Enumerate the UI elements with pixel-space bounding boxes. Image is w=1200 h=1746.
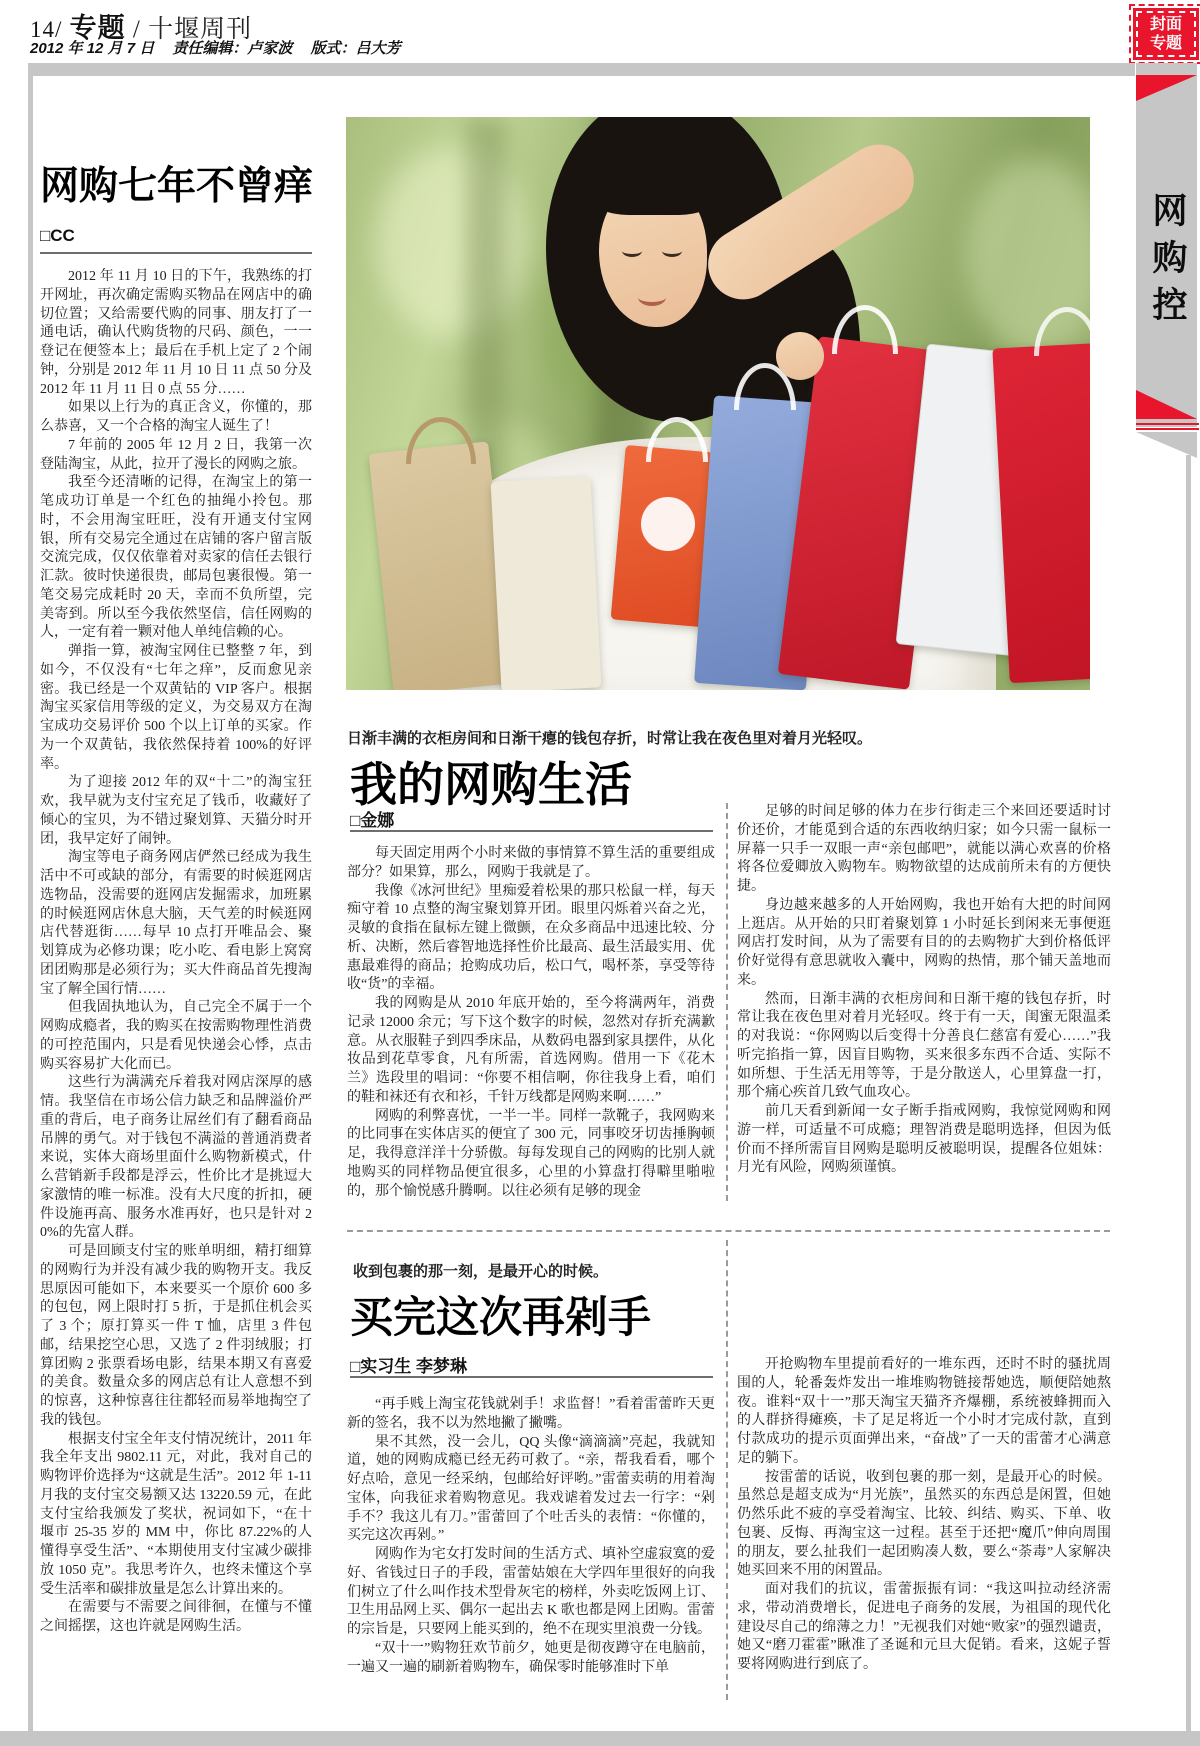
- article2-byline-rule: [350, 830, 713, 832]
- shopping-bag-cream: [491, 477, 602, 690]
- article2-column-1: [347, 845, 715, 1232]
- paragraph: 我的网购是从 2010 年底开始的，至今将满两年，消费记录 12000 余元；写下这个数字的时候，忽然对存折充满歉意。从衣服鞋子到四季床品，从数码电器到家具摆件，从化妆品到花草零食，凡有所需，首选网购。借用一下《花木兰》选段里的唱词：“你要不相信啊，你往我身上看，咱们的鞋和袜还有衣和衫，千针万线都是网购来啊……”: [347, 996, 715, 1105]
- frame-right-thin-bar: [1186, 455, 1191, 1731]
- article-section-divider: [347, 1230, 1110, 1232]
- layout-credit: 版式：吕大芳: [310, 40, 401, 57]
- vertical-topic-title: 网购控: [1148, 192, 1187, 333]
- shopping-bag-red-right: [992, 342, 1090, 683]
- photo-woman-eye: [662, 245, 682, 257]
- section-name: 专题: [69, 13, 126, 43]
- paragraph: 弹指一算，被淘宝网住已整整 7 年，到如今，不仅没有“七年之痒”，反而愈见亲密。我已经是一个双黄钻的 VIP 客户。根据淘宝买家信用等级的定义，为交易双方在淘宝成功交易评价 500 个以上订单的买家。作为一个双黄钻，我依然保持着 100%的好评率。: [40, 644, 312, 772]
- photo-woman-smile: [638, 289, 666, 306]
- orange-bag-logo-circle: [641, 497, 695, 551]
- shopping-bag-tan: [369, 441, 514, 690]
- article3-column-2: [737, 1356, 1111, 1714]
- shopping-woman-photo: [346, 117, 1090, 690]
- paragraph: 可是回顾支付宝的账单明细，精打细算的网购行为并没有减少我的购物开支。我反思原因可能如下，本来要买一个原价 600 多的包包，网上限时打 5 折，于是抓住机会买了 3 个；原打算买一件 T 恤，店里 3 件包邮，结果挖空心思，又选了 2 件羽绒服；打算团购 2 张票看场电影，结果本期又有喜爱的美食。数量众多的网店总有让人意想不到的惊喜，这种惊喜往往都轻而易举地掏空了我的钱包。: [40, 1244, 312, 1428]
- paragraph: “再手贱上淘宝花钱就剁手！求监督！”看着雷蕾昨天更新的签名，我不以为然地撇了撇嘴。: [347, 1397, 715, 1431]
- paragraph: 果不其然，没一会儿，QQ 头像“滴滴滴”亮起，我就知道，她的网购成瘾已经无药可救了。“亲，帮我看看，哪个好点哈，意见一经采纳，包邮给好评哟。”雷蕾卖萌的用着淘宝体，向我征求着购物意见。我戏谑着发过去一行字：“剁手不？我这儿有刀。”雷蕾回了个吐舌头的表情：“你懂的，买完这次再剁。”: [347, 1434, 715, 1544]
- stamp-line-2: 专题: [1149, 35, 1182, 52]
- ribbon-red-line: [1136, 428, 1199, 430]
- paragraph: 但我固执地认为，自己完全不属于一个网购成瘾者，我的购买在按需购物理性消费的可控范围内，只是看见快递会心悸，点击购买容易扩大化而已。: [40, 1000, 312, 1072]
- article2-headline: 我的网购生活: [350, 760, 632, 812]
- ribbon-red-line: [1136, 423, 1199, 425]
- paragraph: 足够的时间足够的体力在步行街走三个来回还要适时讨价还价，才能觅到合适的东西收纳归家；如今只需一鼠标一屏幕一只手一双眼一声“亲包邮吧”，就能以满心欢喜的价格将各位爱卿放入购物车。购物欲望的达成前所未有的方便快捷。: [737, 804, 1111, 894]
- photo-woman-eye: [622, 245, 642, 257]
- publication-name: / 十堰周刊: [132, 16, 253, 43]
- paragraph: 在需要与不需要之间徘徊，在懂与不懂之间摇摆，这也许就是网购生活。: [40, 1600, 312, 1634]
- paragraph: 2012 年 11 月 10 日的下午，我熟练的打开网址，再次确定需购买物品在网店中的确切位置；又给需要代购的同事、朋友打了一通电话，确认代购货物的尺码、颜色，一一登记在便签本上；最后在手机上定了 2 个闹钟，分别是 2012 年 11 月 10 日 11 点 50 分及 2012 年 11 月 11 日 0 点 55 分……: [40, 269, 312, 397]
- paragraph: 如果以上行为的真正含义，你懂的，那么恭喜，又一个合格的淘宝人诞生了！: [40, 400, 312, 434]
- article2-column-divider: [726, 803, 728, 1201]
- cover-topic-stamp: [1133, 8, 1199, 60]
- article3-headline: 买完这次再剁手: [350, 1295, 651, 1342]
- paragraph: 网购的利弊喜忧，一半一半。同样一款靴子，我网购来的比同事在实体店买的便宜了 300 元，同事咬牙切齿捶胸顿足，我得意洋洋十分骄傲。每每发现自己的网购的比别人就地购买的同样物品便宜很多，心里的小算盘打得噼里啪啦的，那个愉悦感升腾啊。以往必须有足够的现金: [347, 1108, 715, 1199]
- ribbon-gray-tail: [1136, 432, 1197, 458]
- paragraph: 每天固定用两个小时来做的事情算不算生活的重要组成部分？如果算，那么，网购于我就是了。: [347, 846, 715, 880]
- photo-caption: 日渐丰满的衣柜房间和日渐干瘪的钱包存折，时常让我在夜色里对着月光轻叹。: [347, 730, 873, 747]
- ribbon-red-triangle-bottom: [1136, 390, 1197, 419]
- article1-byline: □CC: [40, 226, 75, 245]
- paragraph: 淘宝等电子商务网店俨然已经成为我生活中不可或缺的部分，有需要的时候逛网店选物品，没需要的逛网店发掘需求，加班累的时候逛网店休息大脑，天气差的时候逛网店代替逛街……每早 10 点打开唯品会、聚划算成为必修功课；吃小吃、看电影上窝窝团团购那是必须行为；买大件商品首先搜淘宝了解全国行情……: [40, 850, 312, 997]
- paragraph: 为了迎接 2012 年的双“十二”的淘宝狂欢，我早就为支付宝充足了钱币，收藏好了倾心的宝贝，为不错过聚划算、天猫分时开团，我早定好了闹钟。: [40, 775, 312, 847]
- editor-credit: 责任编辑：卢家波: [172, 40, 293, 57]
- paragraph: 我至今还清晰的记得，在淘宝上的第一笔成功订单是一个红色的抽绳小拎包。那时，不会用淘宝旺旺，没有开通支付宝网银，所有交易完全通过在店铺的客户留言版交流完成，仅仅依靠着对卖家的信任去银行汇款。彼时快递很贵，邮局包裹很慢。第一笔交易完成耗时 20 天，幸而不负所望，完美寄到。所以至今我依然坚信，信任网购的人，一定有着一颗对他人单纯信赖的心。: [40, 475, 312, 641]
- frame-top-bar: [28, 63, 1135, 76]
- photo-woman-hand: [776, 332, 824, 380]
- paragraph: 身边越来越多的人开始网购，我也开始有大把的时间网上逛店。从开始的只盯着聚划算 1 小时延长到闲来无事便逛网店打发时间，从为了需要有目的的去购物扩大到价格低评价好觉得有意思就收入囊中，网购的热情，那个铺天盖地而来。: [737, 897, 1111, 988]
- article3-column-divider: [726, 1240, 728, 1700]
- date-text: 2012 年 12 月 7 日: [30, 40, 155, 57]
- paragraph: 前几天看到新闻一女子断手指戒网购，我惊觉网购和网游一样，可适量不可成瘾；理智消费是聪明选择，但因为低价而不择所需盲目网购是聪明反被聪明误，提醒各位姐妹：月光有风险，网购须谨慎。: [737, 1104, 1111, 1176]
- paragraph: 然而，日渐丰满的衣柜房间和日渐干瘪的钱包存折，时常让我在夜色里对着月光轻叹。终于有一天，闺蜜无限温柔的对我说：“你网购以后变得十分善良仁慈富有爱心……”我听完掐指一算，因盲目购物，买来很多东西不合适、实际不如所想、于生活无用等等，于是分散送人，心里算盘一打，那个痛心疾首几致气血攻心。: [737, 991, 1111, 1101]
- article1-byline-rule: [40, 252, 312, 254]
- article2-byline: □金娜: [350, 811, 395, 830]
- article3-kicker: 收到包裹的那一刻，是最开心的时候。: [353, 1263, 609, 1280]
- article3-byline-rule: [350, 1376, 713, 1378]
- frame-left-bar: [28, 63, 33, 1731]
- paragraph: “双十一”购物狂欢节前夕，她更是彻夜蹲守在电脑前，一遍又一遍的刷新着购物车，确保零时能够准时下单: [347, 1640, 715, 1675]
- article2-column-2: [737, 803, 1111, 1187]
- paragraph: 面对我们的抗议，雷蕾振振有词：“我这叫拉动经济需求，带动消费增长，促进电子商务的发展，为祖国的现代化建设尽自己的绵薄之力！”无视我们对她“败家”的强烈谴责，她又“磨刀霍霍”瞅准了圣诞和元旦大促销。看来，这妮子誓要将网购进行到底了。: [737, 1582, 1111, 1672]
- dateline: [30, 37, 415, 58]
- article3-column-1: [347, 1396, 715, 1730]
- bag-handle: [646, 417, 708, 462]
- paragraph: 开抢购物车里提前看好的一堆东西，还时不时的骚扰周围的人，轮番轰炸发出一堆堆购物链接帮她选，顺便陪她熬夜。谁料“双十一”那天淘宝天猫齐齐爆棚，系统被蜂拥而入的人群挤得瘫痪，卡了足足将近一个小时才完成付款，直到付款成功的提示页面弹出来，“奋战”了一天的雷蕾才心满意足的躺下。: [737, 1357, 1111, 1466]
- paragraph: 网购作为宅女打发时间的生活方式、填补空虚寂寞的爱好、省钱过日子的手段，雷蕾姑娘在大学四年里很好的向我们树立了什么叫作技术型骨灰宅的榜样，外卖吃饭网上订、卫生用品网上买、偶尔一起出去 K 歌也都是网上团购。雷蕾的宗旨是，只要网上能买到的，绝不在现实里浪费一分钱。: [347, 1547, 715, 1637]
- frame-bottom-bar: [0, 1731, 1200, 1746]
- article1-headline: 网购七年不曾痒: [40, 165, 314, 208]
- paragraph: 按雷蕾的话说，收到包裹的那一刻，是最开心的时候。虽然总是超支成为“月光族”，虽然买的东西总是闲置，但她仍然乐此不疲的享受着淘宝、比较、纠结、购买、下单、收包裹、反悔、再淘宝这一过程。甚至于还把“魔爪”伸向周围的朋友，要么扯我们一起团购凑人数，要么“荼毒”人家解决她买回来不用的闲置品。: [737, 1469, 1111, 1579]
- article3-byline: □实习生 李梦琳: [350, 1357, 467, 1376]
- photo-woman-bangs: [591, 157, 716, 215]
- paragraph: 我像《冰河世纪》里痴爱着松果的那只松鼠一样，每天痴守着 10 点整的淘宝聚划算开团。眼里闪烁着兴奋之光，灵敏的食指在鼠标左键上微颤，在众多商品中迅速比较、分析、决断，然后睿智地选择性价比最高、最生活最实用、优惠最难得的商品；抢购成功后，松口气，喝杯茶，享受等待收“货”的幸福。: [347, 883, 715, 993]
- page-number: 14/: [30, 17, 63, 42]
- article1-body: [40, 268, 312, 1688]
- paragraph: 根据支付宝全年支付情况统计，2011 年我全年支出 9802.11 元，对此，我对自己的购物评价选择为“这就是生活”。2012 年 1-11 月我的支付宝交易额又达 13220.59 元，在此支付宝给我颁发了奖状，祝词如下，“在十堰市 25-35 岁的 MM 中，你比 87.22%的人懂得享受生活”、“本期使用支付宝减少碳排放 1050 克”。我思考许久，也终未懂这个享受生活率和碳排放量是怎么计算出来的。: [40, 1431, 312, 1597]
- paragraph: 这些行为满满充斥着我对网店深厚的感情。我坚信在市场公信力缺乏和品牌溢价严重的背后，电子商务让屌丝们有了翻看商品吊牌的勇气。对于钱包不满溢的普通消费者来说，实体大商场里面什么购物新模式，什么营销新手段都是浮云，性价比才是挑逗大家激情的唯一标准。没有大尺度的折扣，硬件设施再高、服务水准再好，也只是针对 20%的先富人群。: [40, 1075, 312, 1241]
- ribbon-red-triangle-top: [1136, 75, 1197, 101]
- paragraph: 7 年前的 2005 年 12 月 2 日，我第一次登陆淘宝，从此，拉开了漫长的网购之旅。: [40, 437, 312, 472]
- stamp-line-1: 封面: [1149, 15, 1182, 33]
- cover-topic-stamp-text: [1136, 11, 1196, 57]
